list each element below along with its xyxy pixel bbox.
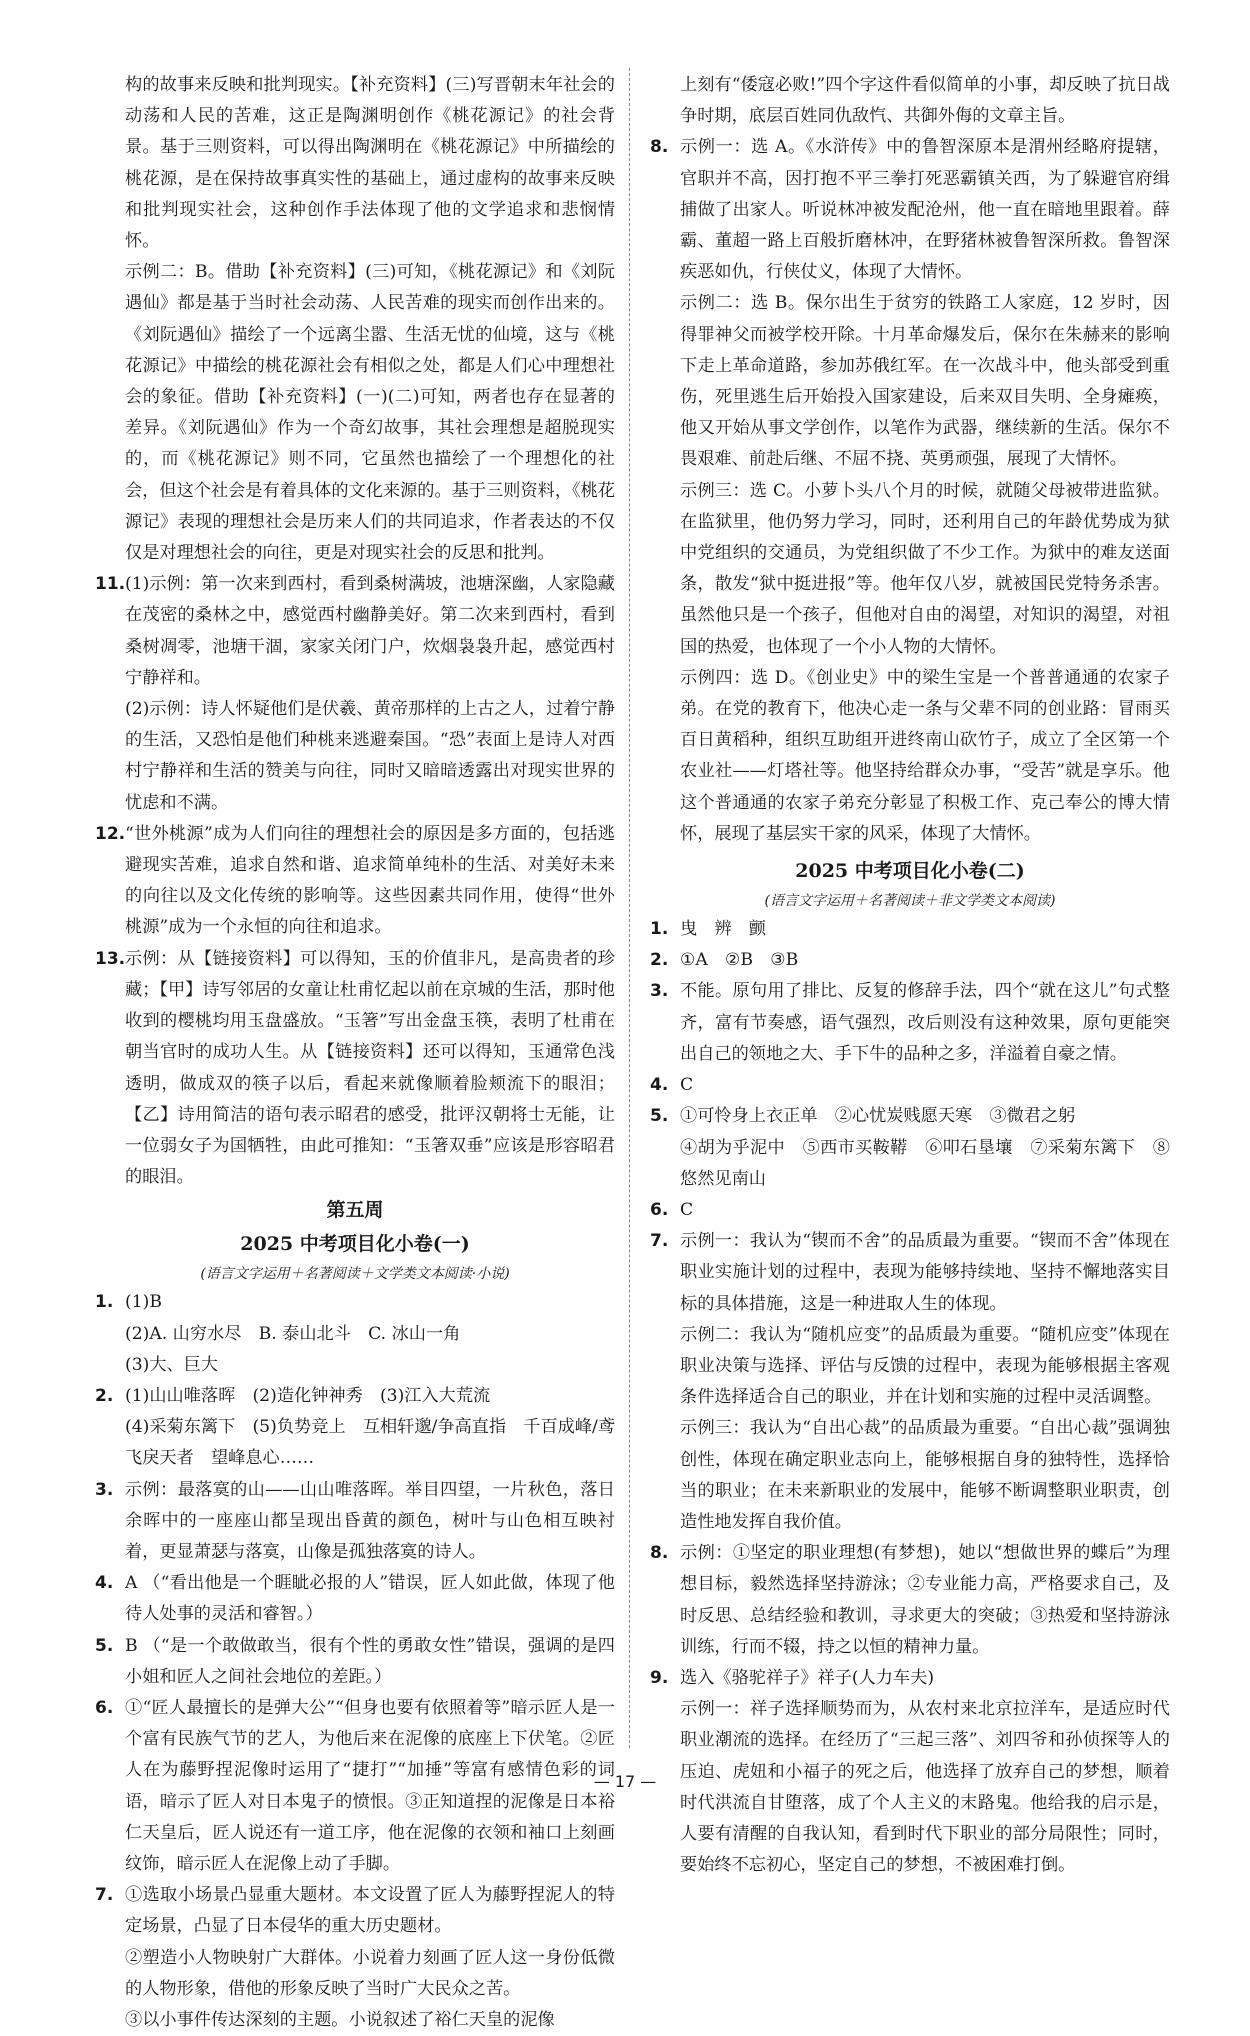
answer-part: (2)示例：诗人怀疑他们是伏羲、黄帝那样的上古之人，过着宁静的生活，又恐怕是他们种桃来逃避秦国。“恐”表面上是诗人对西村宁静祥和生活的赞美与向往，同时又暗暗透露出对现实世界的忧虑和不满。 xyxy=(125,699,615,813)
s2-question-4 xyxy=(650,1070,1170,1101)
answer-part: ③以小事件传达深刻的主题。小说叙述了裕仁天皇的泥像 xyxy=(125,2009,555,2030)
answer-line: (1)B xyxy=(125,1292,162,1313)
answer-part: 选入《骆驼祥子》祥子(人力车夫) xyxy=(680,1667,935,1688)
section-title: 2025 中考项目化小卷(一) xyxy=(240,1233,470,1256)
question-number: 3. xyxy=(650,981,669,1002)
question-number: 3. xyxy=(95,1479,114,1500)
answer-text: 示例：从【链接资料】可以得知，玉的价值非凡，是高贵者的珍藏；【甲】诗写邻居的女童让杜甫忆起以前在京城的生活，那时他收到的樱桃均用玉盘盛放。“玉箸”写出金盘玉筷，表明了杜甫在朝当官时的成功人生。从【链接资料】还可以得知，玉通常色浅透明，做成双的筷子以后，看起来就像顺着脸颊流下的眼泪；【乙】诗用简洁的语句表示昭君的感受，批评汉朝将士无能，让一位弱女子为国牺牲，由此可推知：“玉箸双垂”应该是形容昭君的眼泪。 xyxy=(125,948,615,1188)
question-number: 5. xyxy=(95,1635,114,1656)
question-number: 4. xyxy=(95,1573,114,1594)
answer-part: 示例二：我认为“随机应变”的品质最为重要。“随机应变”体现在职业决策与选择、评估与反馈的过程中，表现为能够根据主客观条件选择适合自己的职业，并在计划和实施的过程中灵活调整。 xyxy=(680,1324,1170,1408)
question-number: 6. xyxy=(650,1199,669,1220)
answer-text: C xyxy=(680,1075,694,1096)
answer-part: 示例三：选 C。小萝卜头八个月的时候，就随父母被带进监狱。在监狱里，他仍努力学习，同时，还利用自己的年龄优势成为狱中党组织的交通员，为党组织做了不少工作。为狱中的难友送面条，散发“狱中挺进报”等。他年仅八岁，就被国民党特务杀害。虽然他只是一个孩子，但他对自由的渴望，对知识的渴望，对祖国的热爱，也体现了一个小人物的大情怀。 xyxy=(680,480,1170,657)
question-number: 6. xyxy=(95,1697,114,1718)
answer-line: (1)山山唯落晖 (2)造化钟神秀 (3)江入大荒流 xyxy=(125,1385,491,1406)
answer-text: 不能。原句用了排比、反复的修辞手法，四个“就在这儿”句式整齐，富有节奏感，语气强烈，改后则没有这种效果，原句更能突出自己的领地之大、手下牛的品种之多，洋溢着自豪之情。 xyxy=(680,981,1170,1064)
question-number: 5. xyxy=(650,1106,669,1127)
s2-question-2 xyxy=(650,945,1170,976)
question-number: 2. xyxy=(650,950,669,971)
question-number: 1. xyxy=(95,1292,114,1313)
answer-line: (3)大、巨大 xyxy=(125,1354,219,1375)
answer-text: ①A ②B ③B xyxy=(680,950,799,971)
s2-question-8 xyxy=(650,1538,1170,1663)
answer-part: ②塑造小人物映射广大群体。小说着力刻画了匠人这一身份低微的人物形象，借他的形象反映了当时广大民众之苦。 xyxy=(125,1947,615,1999)
question-number: 7. xyxy=(95,1885,114,1906)
answer-part: 示例一：选 A。《水浒传》中的鲁智深原本是渭州经略府提辖，官职并不高，因打抱不平三拳打死恶霸镇关西，为了躲避官府缉捕做了出家人。听说林冲被发配沧州，他一直在暗地里跟着。薛霸、董超一路上百般折磨林冲，在野猪林被鲁智深所救。鲁智深疾恶如仇，行侠仗义，体现了大情怀。 xyxy=(680,137,1170,283)
answer-text: 曳 辨 颤 xyxy=(680,919,766,940)
question-number: 12. xyxy=(95,823,126,844)
answer-part: 示例一：祥子选择顺势而为，从农村来北京拉洋车，是适应时代职业潮流的选择。在经历了“三起三落”、刘四爷和孙侦探等人的压迫、虎妞和小福子的死之后，他选择了放弃自己的梦想，顺着时代洪流自甘堕落，成了个人主义的末路鬼。他给我的启示是，人要有清醒的自我认知，看到时代下职业的部分局限性；同时，要始终不忘初心，坚定自己的梦想，不被困难打倒。 xyxy=(680,1699,1170,1876)
question-8 xyxy=(650,132,1170,850)
question-11 xyxy=(95,569,615,819)
answer-text: 示例：最落寞的山——山山唯落晖。举目四望，一片秋色，落日余晖中的一座座山都呈现出昏黄的颜色，树叶与山色相互映衬着，更显萧瑟与落寞，山像是孤独落寞的诗人。 xyxy=(125,1479,615,1562)
question-number: 2. xyxy=(95,1385,114,1406)
question-number: 7. xyxy=(650,1231,669,1252)
question-number: 8. xyxy=(650,137,669,158)
answer-text: 示例：①坚定的职业理想(有梦想)，她以“想做世界的蝶后”为理想目标，毅然选择坚持游泳；②专业能力高，严格要求自己，及时反思、总结经验和教训，寻求更大的突破；③热爱和坚持游泳训练，行而不辍，持之以恒的精神力量。 xyxy=(680,1543,1170,1657)
s2-question-1 xyxy=(650,914,1170,945)
s2-question-6 xyxy=(650,1195,1170,1226)
answer-part: (1)示例：第一次来到西村，看到桑树满坡，池塘深幽，人家隐藏在茂密的桑林之中，感觉西村幽静美好。第二次来到西村，看到桑树凋零，池塘干涸，家家关闭门户，炊烟袅袅升起，感觉西村宁静祥和。 xyxy=(125,574,615,688)
answer-part: ①选取小场景凸显重大题材。本文设置了匠人为藤野捏泥人的特定场景，凸显了日本侵华的重大历史题材。 xyxy=(125,1885,615,1937)
section-subtitle: (语言文字运用＋名著阅读＋文学类文本阅读·小说) xyxy=(200,1266,510,1283)
question-number: 9. xyxy=(650,1667,669,1688)
question-12 xyxy=(95,819,615,944)
s1-question-3 xyxy=(95,1475,615,1569)
question-number: 4. xyxy=(650,1075,669,1096)
q7-continuation: 上刻有“倭寇必败!”四个字这件看似简单的小事，却反映了抗日战争时期，底层百姓同仇敌忾、共御外侮的文章主旨。 xyxy=(680,75,1170,127)
left-column xyxy=(95,70,615,2036)
s1-question-7 xyxy=(95,1880,615,2036)
answer-part: 示例三：我认为“自出心裁”的品质最为重要。“自出心裁”强调独创性，体现在确定职业志向上，能够根据自身的独特性，选择恰当的职业；在未来新职业的发展中，能够不断调整职业职责，创造性地发挥自我价值。 xyxy=(680,1418,1170,1532)
answer-text: C xyxy=(680,1199,694,1220)
s2-question-7 xyxy=(650,1226,1170,1538)
question-number: 11. xyxy=(95,574,126,595)
page-number: — 17 — xyxy=(593,1772,657,1791)
answer-line: ①可怜身上衣正单 ②心忧炭贱愿天寒 ③微君之躬 xyxy=(680,1106,1076,1127)
answer-part: 示例二：选 B。保尔出生于贫穷的铁路工人家庭，12 岁时，因得罪神父而被学校开除。十月革命爆发后，保尔在朱赫来的影响下走上革命道路，参加苏俄红军。在一次战斗中，他头部受到重伤，死里逃生后开始投入国家建设，后来双目失明、全身瘫痪，他又开始从事文学创作，以笔作为武器，继续新的生活。保尔不畏艰难、前赴后继、不屈不挠、英勇顽强，展现了大情怀。 xyxy=(680,293,1170,470)
s1-question-1 xyxy=(95,1287,615,1381)
q10-example-two: 示例二：B。借助【补充资料】(三)可知，《桃花源记》和《刘阮遇仙》都是基于当时社会动荡、人民苦难的现实而创作出来的。《刘阮遇仙》描绘了一个远离尘嚣、生活无忧的仙境，这与《桃花源记》中描绘的桃花源社会有相似之处，都是人们心中理想社会的象征。借助【补充资料】(一)(二)可知，两者也存在显著的差异。《刘阮遇仙》作为一个奇幻故事，其社会理想是超脱现实的，而《桃花源记》则不同，它虽然也描绘了一个理想化的社会，但这个社会是有着具体的文化来源的。基于三则资料，《桃花源记》表现的理想社会是历来人们的共同追求，作者表达的不仅仅是对理想社会的向往，更是对现实社会的反思和批判。 xyxy=(125,262,615,564)
s2-question-3 xyxy=(650,976,1170,1070)
question-number: 1. xyxy=(650,919,669,940)
s1-question-5 xyxy=(95,1631,615,1693)
q10-continuation: 构的故事来反映和批判现实。【补充资料】(三)写晋朝末年社会的动荡和人民的苦难，这正是陶渊明创作《桃花源记》的社会背景。基于三则资料，可以得出陶渊明在《桃花源记》中所描绘的桃花源，是在保持故事真实性的基础上，通过虚构的故事来反映和批判现实社会，这种创作手法体现了他的文学追求和悲悯情怀。 xyxy=(125,75,615,252)
answer-line: (2)A. 山穷水尽 B. 泰山北斗 C. 冰山一角 xyxy=(125,1323,461,1344)
right-column xyxy=(650,70,1170,1881)
answer-text: B （“是一个敢做敢当，很有个性的勇敢女性”错误，强调的是四小姐和匠人之间社会地位的差距。） xyxy=(125,1635,615,1687)
answer-part: 示例一：我认为“锲而不舍”的品质最为重要。“锲而不舍”体现在职业实施计划的过程中，表现为能够持续地、坚持不懈地落实目标的具体措施，这是一种进取人生的体现。 xyxy=(680,1231,1170,1314)
answer-text: ①“匠人最擅长的是弹大公”“但身也要有依照着等”暗示匠人是一个富有民族气节的艺人，为他后来在泥像的底座上下伏笔。②匠人在为藤野捏泥像时运用了“捷打”“加捶”等富有感情色彩的词语，暗示了匠人对日本鬼子的愤恨。③正知道捏的泥像是日本裕仁天皇后，匠人说还有一道工序，他在泥像的衣领和袖口上刻画纹饰，暗示匠人在泥像上动了手脚。 xyxy=(125,1697,615,1874)
s1-question-4 xyxy=(95,1568,615,1630)
section-subtitle: (语言文字运用＋名著阅读＋非文学类文本阅读) xyxy=(764,893,1056,910)
s2-question-5 xyxy=(650,1101,1170,1195)
answer-part: 示例四：选 D。《创业史》中的梁生宝是一个普普通通的农家子弟。在党的教育下，他决心走一条与父辈不同的创业路：冒雨买百日黄稻种，组织互助组开进终南山砍竹子，成立了全区第一个农业社——灯塔社等。他坚持给群众办事，“受苦”就是享乐。他这个普通通的农家子弟充分彰显了积极工作、克己奉公的博大情怀，展现了基层实干家的风采，体现了大情怀。 xyxy=(680,667,1170,844)
answer-text: A （“看出他是一个睚眦必报的人”错误，匠人如此做，体现了他待人处事的灵活和睿智。） xyxy=(125,1573,615,1625)
answer-line: (4)采菊东篱下 (5)负势竞上 互相轩邈/争高直指 千百成峰/鸢飞戾天者 望峰息心…… xyxy=(125,1417,615,1469)
week-title: 第五周 xyxy=(326,1199,384,1222)
answer-line: ④胡为乎泥中 ⑤西市买鞍鞯 ⑥叩石垦壤 ⑦采菊东篱下 ⑧悠然见南山 xyxy=(680,1137,1170,1189)
answer-text: “世外桃源”成为人们向往的理想社会的原因是多方面的，包括逃避现实苦难，追求自然和谐、追求简单纯朴的生活、对美好未来的向往以及文化传统的影响等。这些因素共同作用，使得“世外桃源”成为一个永恒的向往和追求。 xyxy=(125,823,615,938)
question-13 xyxy=(95,944,615,1194)
question-number: 13. xyxy=(95,948,126,969)
section-title: 2025 中考项目化小卷(二) xyxy=(795,860,1025,883)
question-number: 8. xyxy=(650,1543,669,1564)
s1-question-2 xyxy=(95,1381,615,1475)
column-divider xyxy=(629,68,630,1748)
